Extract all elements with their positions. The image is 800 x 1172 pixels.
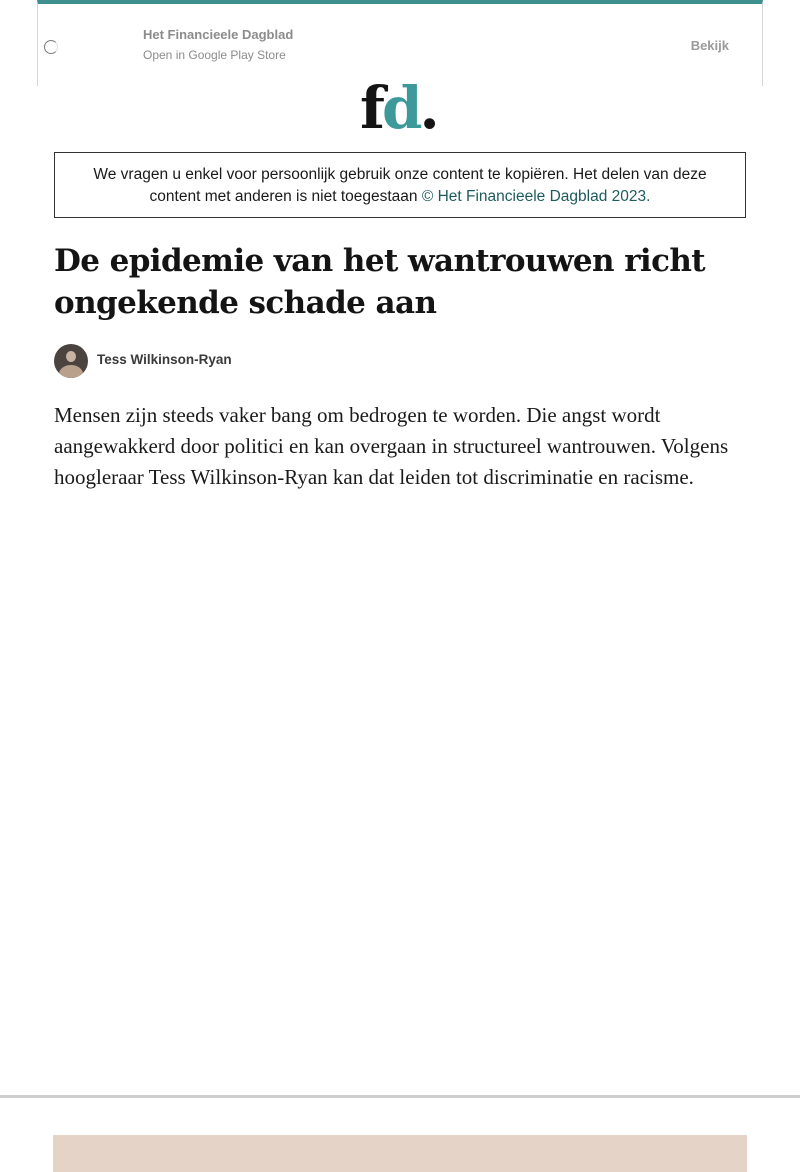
loading-spinner-icon [44, 40, 58, 54]
banner-view-button[interactable]: Bekijk [690, 38, 729, 53]
banner-app-subtitle: Open in Google Play Store [143, 48, 286, 62]
banner-app-title: Het Financieele Dagblad [143, 27, 294, 42]
logo-letter-d: d [381, 74, 420, 142]
notice-copyright: © Het Financieele Dagblad 2023. [421, 188, 651, 205]
fd-logo[interactable] [360, 74, 442, 142]
article-headline: De epidemie van het wantrouwen richt ongekende schade aan [54, 243, 706, 321]
article-intro: Mensen zijn steeds vaker bang om bedrogen te worden. Die angst wordt aangewakkerd door politici en kan overgaan in structureel wantrouwen. Volgens hoogleraar Tess Wilkinson-Ryan kan dat leiden tot discriminatie en racisme. [54, 403, 729, 489]
copyright-notice [54, 152, 746, 218]
logo-dot: . [419, 74, 437, 142]
section-divider [0, 1095, 800, 1098]
notice-text: We vragen u enkel voor persoonlijk gebruik onze content te kopiëren. Het delen van deze content met anderen is niet toegestaan [93, 166, 707, 205]
bottom-content-block [53, 1135, 747, 1172]
logo-letter-f: f [360, 74, 382, 142]
author-name[interactable]: Tess Wilkinson-Ryan [97, 352, 232, 367]
avatar-head [66, 351, 76, 362]
author-avatar[interactable] [54, 344, 88, 378]
avatar-body [59, 365, 83, 378]
